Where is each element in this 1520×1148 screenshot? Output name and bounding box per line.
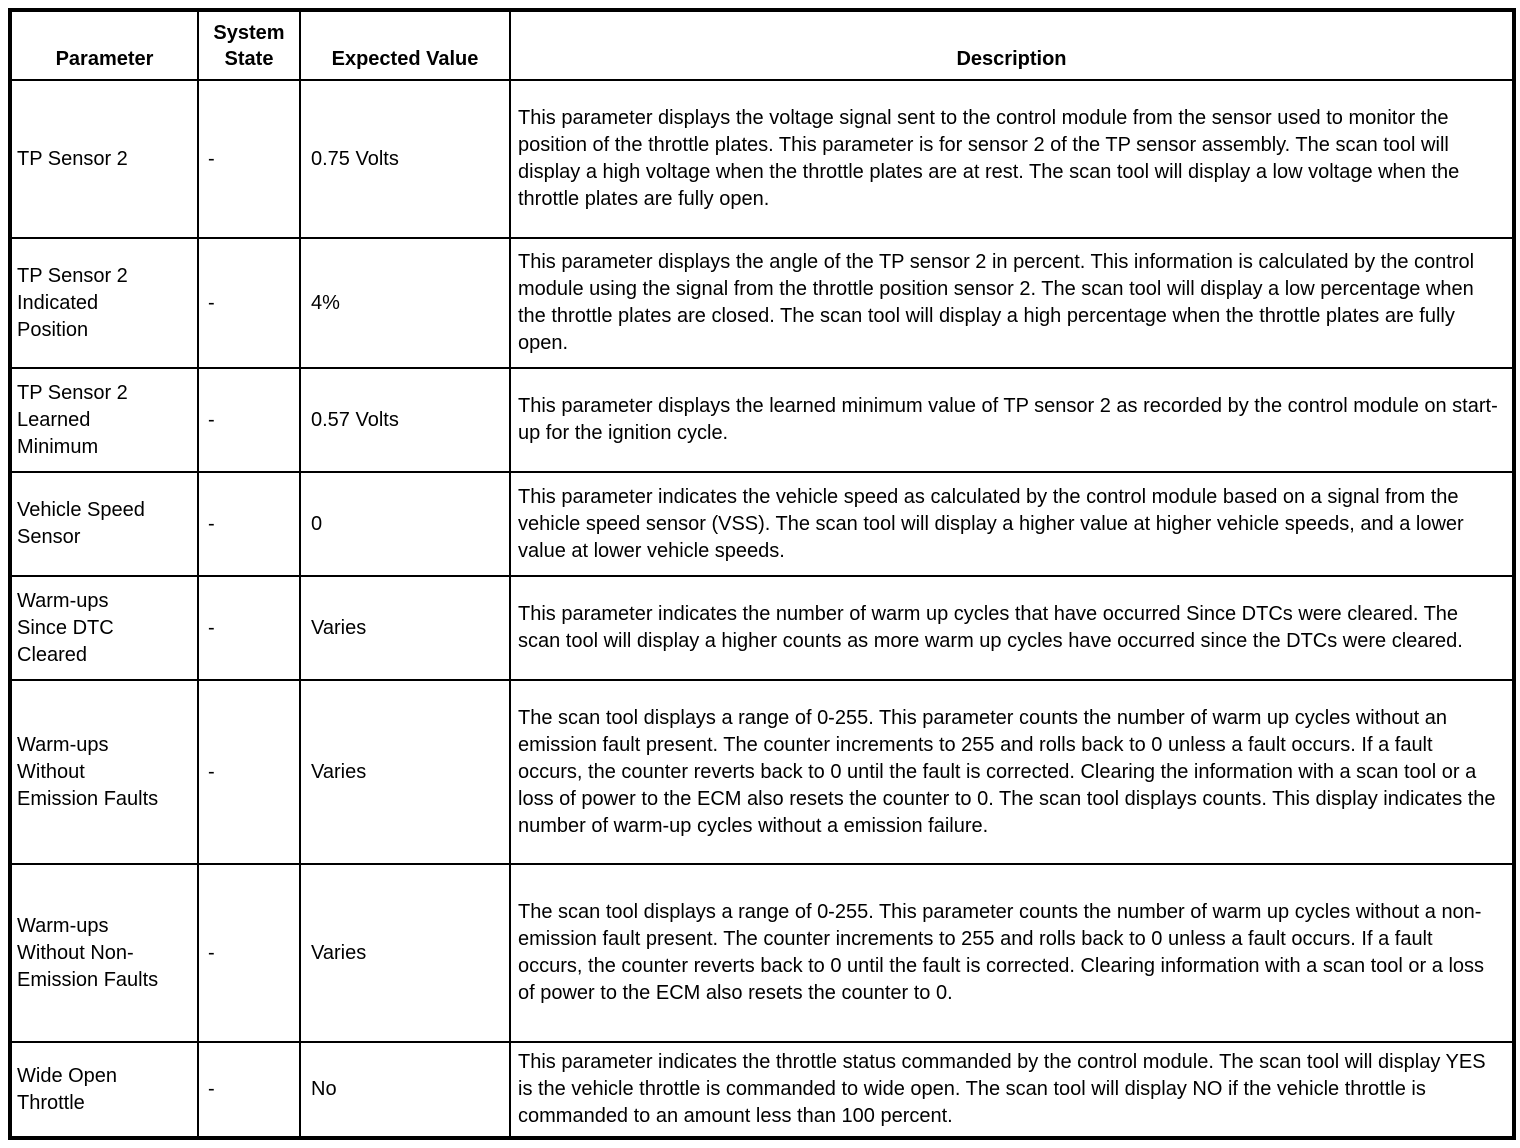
description-cell: This parameter displays the learned minimum value of TP sensor 2 as recorded by the control module on start-up for the ignition cycle. (510, 368, 1514, 472)
header-row (10, 10, 1514, 80)
parameter-cell: Vehicle Speed Sensor (10, 472, 198, 576)
parameter-cell: Warm-ups Without Non-Emission Faults (10, 864, 198, 1042)
scan-tool-data-table (8, 8, 1516, 1140)
description-cell: This parameter indicates the vehicle speed as calculated by the control module based on a signal from the vehicle speed sensor (VSS). The scan tool will display a higher value at higher vehicle speeds, and a lower value at lower vehicle speeds. (510, 472, 1514, 576)
table-row (10, 1042, 1514, 1138)
system-state-cell: - (198, 368, 300, 472)
description-cell: The scan tool displays a range of 0-255. This parameter counts the number of warm up cycles without an emission fault present. The counter increments to 255 and rolls back to 0 unless a fault occurs. If a fault occurs, the counter reverts back to 0 until the fault is corrected. Clearing the information with a scan tool or a loss of power to the ECM also resets the counter to 0. The scan tool displays counts. This display indicates the number of warm-up cycles without a emission failure. (510, 680, 1514, 864)
table-row (10, 80, 1514, 238)
column-header-parameter: Parameter (10, 10, 198, 80)
system-state-cell: - (198, 238, 300, 368)
table-row (10, 238, 1514, 368)
table-row (10, 864, 1514, 1042)
expected-value-cell: Varies (300, 680, 510, 864)
parameter-cell: TP Sensor 2 (10, 80, 198, 238)
parameter-cell: Wide Open Throttle (10, 1042, 198, 1138)
parameter-cell: Warm-ups Since DTC Cleared (10, 576, 198, 680)
parameter-cell: TP Sensor 2 Indicated Position (10, 238, 198, 368)
system-state-cell: - (198, 680, 300, 864)
system-state-cell: - (198, 1042, 300, 1138)
description-cell: This parameter displays the angle of the TP sensor 2 in percent. This information is calculated by the control module using the signal from the throttle position sensor 2. The scan tool will display a low percentage when the throttle plates are closed. The scan tool will display a high percentage when the throttle plates are fully open. (510, 238, 1514, 368)
parameter-cell: TP Sensor 2 Learned Minimum (10, 368, 198, 472)
description-cell: The scan tool displays a range of 0-255. This parameter counts the number of warm up cycles without a non-emission fault present. The counter increments to 255 and rolls back to 0 unless a fault occurs. If a fault occurs, the counter reverts back to 0 until the fault is corrected. Clearing information with a scan tool or a loss of power to the ECM also resets the counter to 0. (510, 864, 1514, 1042)
description-cell: This parameter indicates the number of warm up cycles that have occurred Since DTCs were cleared. The scan tool will display a higher counts as more warm up cycles have occurred since the DTCs were cleared. (510, 576, 1514, 680)
table-row (10, 368, 1514, 472)
expected-value-cell: Varies (300, 864, 510, 1042)
parameter-cell: Warm-ups Without Emission Faults (10, 680, 198, 864)
expected-value-cell: 4% (300, 238, 510, 368)
table-body (10, 80, 1514, 1138)
table-row (10, 472, 1514, 576)
column-header-system-state: System State (198, 10, 300, 80)
description-cell: This parameter displays the voltage signal sent to the control module from the sensor used to monitor the position of the throttle plates. This parameter is for sensor 2 of the TP sensor assembly. The scan tool will display a high voltage when the throttle plates are at rest. The scan tool will display a low voltage when the throttle plates are fully open. (510, 80, 1514, 238)
column-header-description: Description (510, 10, 1514, 80)
description-cell: This parameter indicates the throttle status commanded by the control module. The scan tool will display YES is the vehicle throttle is commanded to wide open. The scan tool will display NO if the vehicle throttle is commanded to an amount less than 100 percent. (510, 1042, 1514, 1138)
system-state-cell: - (198, 80, 300, 238)
system-state-cell: - (198, 864, 300, 1042)
table-row (10, 680, 1514, 864)
expected-value-cell: 0 (300, 472, 510, 576)
table-row (10, 576, 1514, 680)
expected-value-cell: 0.75 Volts (300, 80, 510, 238)
expected-value-cell: Varies (300, 576, 510, 680)
system-state-cell: - (198, 576, 300, 680)
column-header-expected-value: Expected Value (300, 10, 510, 80)
system-state-cell: - (198, 472, 300, 576)
expected-value-cell: 0.57 Volts (300, 368, 510, 472)
expected-value-cell: No (300, 1042, 510, 1138)
table-header (10, 10, 1514, 80)
